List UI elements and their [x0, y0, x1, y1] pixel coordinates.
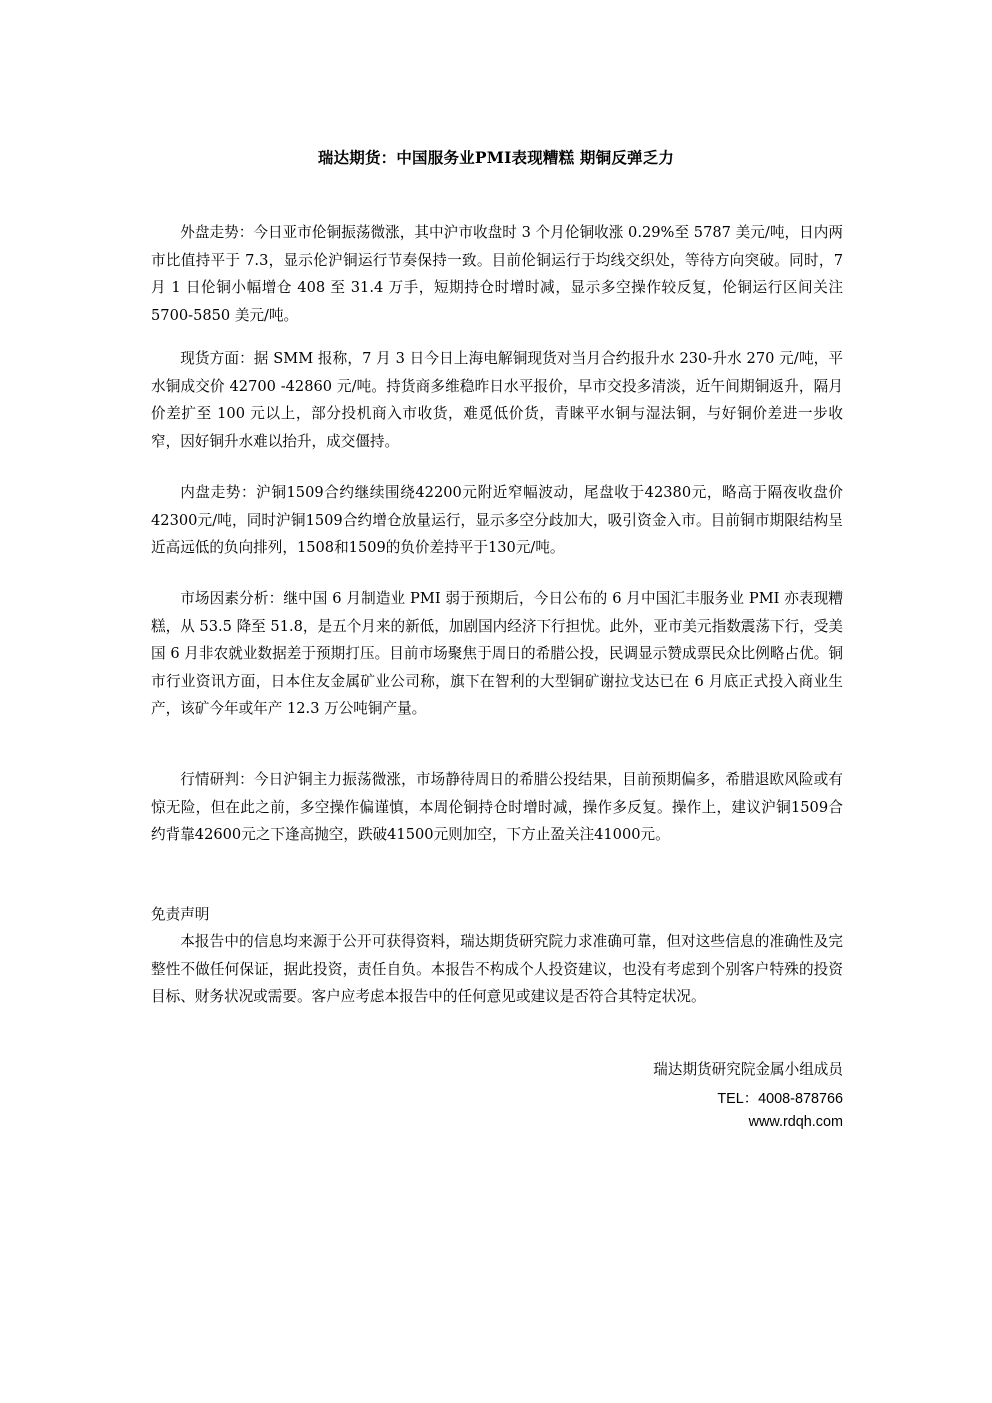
signature-phone: TEL：4008-878766 [717, 1091, 843, 1107]
disclaimer-body: 本报告中的信息均来源于公开可获得资料，瑞达期货研究院力求准确可靠，但对这些信息的准确性及完整性不做任何保证，据此投资，责任自负。本报告不构成个人投资建议，也没有考虑到个别客户特殊的投资目标、财务状况或需要。客户应考虑本报告中的任何意见或建议是否符合其特定状况。 [151, 933, 843, 1005]
disclaimer-title: 免责声明 [151, 906, 210, 923]
paragraph-outlook: 行情研判：今日沪铜主力振荡微涨，市场静待周日的希腊公投结果，目前预期偏多，希腊退欧风险或有惊无险，但在此之前，多空操作偏谨慎，本周伦铜持仓时增时减，操作多反复。操作上，建议沪铜1509合约背靠42600元之下逢高抛空，跌破41500元则加空，下方止盈关注41000元。 [151, 771, 843, 843]
document-title: 瑞达期货：中国服务业PMI表现糟糕 期铜反弹乏力 [317, 148, 675, 167]
signature-author: 瑞达期货研究院金属小组成员 [653, 1061, 843, 1078]
paragraph-overseas-market: 外盘走势：今日亚市伦铜振荡微涨，其中沪市收盘时 3 个月伦铜收涨 0.29%至 5787 美元/吨，日内两市比值持平于 7.3，显示伦沪铜运行节奏保持一致。目前伦铜运行于均线交织处，等待方向突破。同时，7 月 1 日伦铜小幅增仓 408 至 31.4 万手，短期持仓时增时减，显示多空操作较反复，伦铜运行区间关注 5700-5850 美元/吨。 [151, 224, 843, 324]
paragraph-domestic-market: 内盘走势：沪铜1509合约继续围绕42200元附近窄幅波动，尾盘收于42380元，略高于隔夜收盘价42300元/吨，同时沪铜1509合约增仓放量运行，显示多空分歧加大，吸引资金入市。目前铜市期限结构呈近高远低的负向排列，1508和1509的负价差持平于130元/吨。 [151, 484, 843, 556]
paragraph-spot-market: 现货方面：据 SMM 报称，7 月 3 日今日上海电解铜现货对当月合约报升水 230-升水 270 元/吨，平水铜成交价 42700 -42860 元/吨。持货商多维稳昨日水平报价，早市交投多清淡，近午间期铜返升，隔月价差扩至 100 元以上，部分投机商入市收货，难觅低价货，青睐平水铜与湿法铜，与好铜价差进一步收窄，因好铜升水难以抬升，成交僵持。 [151, 350, 843, 450]
signature-website: www.rdqh.com [748, 1114, 843, 1130]
paragraph-market-factors: 市场因素分析：继中国 6 月制造业 PMI 弱于预期后，今日公布的 6 月中国汇丰服务业 PMI 亦表现糟糕，从 53.5 降至 51.8，是五个月来的新低，加剧国内经济下行担忧。此外，亚市美元指数震荡下行，受美国 6 月非农就业数据差于预期打压。目前市场聚焦于周日的希腊公投，民调显示赞成票民众比例略占优。铜市行业资讯方面，日本住友金属矿业公司称，旗下在智利的大型铜矿谢拉戈达已在 6 月底正式投入商业生产，该矿今年或年产 12.3 万公吨铜产量。 [151, 590, 843, 717]
